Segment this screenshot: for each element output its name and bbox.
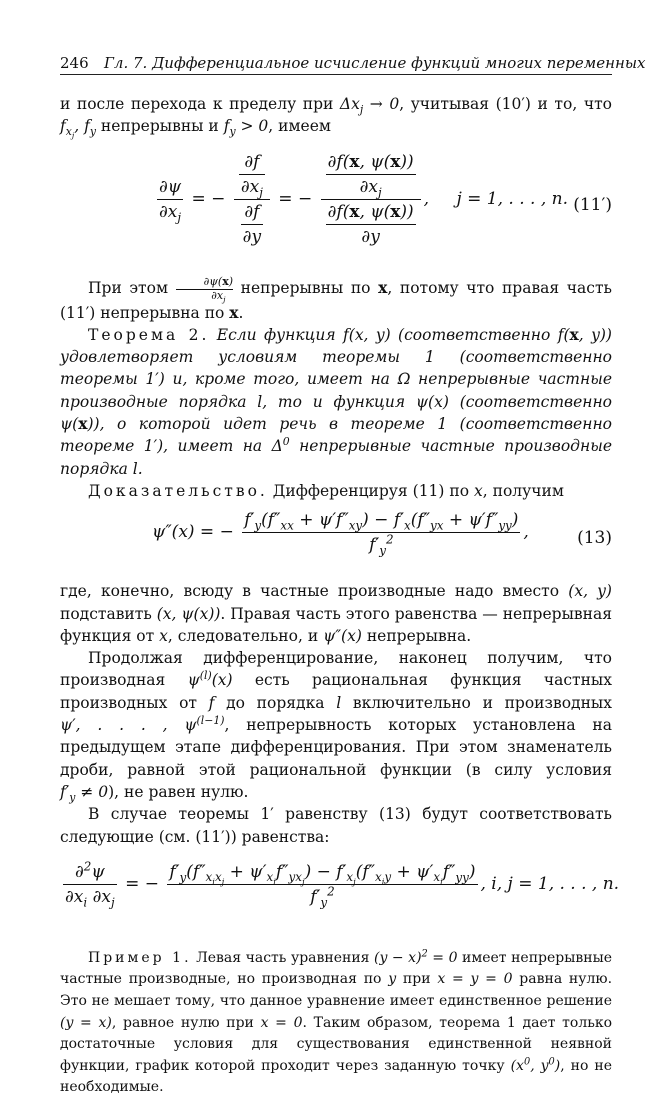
proof-intro: Доказательство. Дифференцируя (11) по x, получим [88,481,564,500]
book-page [60,52,646,1099]
paragraph-substitution: где, конечно, всюду в частные производные надо вместо (x, y) подставить (x, ψ(x)). Правая часть этого равенства — непрерывная функция от x, следовательно, и ψ″(x) непрерывна. [60,582,612,645]
running-header [60,52,646,75]
paragraph-limit: и после перехода к пределу при $\Delta x_j \to 0$, учитывая (10′) и то, что $f_{x_j}$, $f_y$ непрерывны и $f_y > 0$, имеем [60,95,612,141]
equation-ref: (11′) [60,303,96,322]
page-number: 246 [60,54,89,72]
equation-11-prime: $\frac{\partial\psi}{\partial x_j}$ = − $\frac{\frac{\partial f}{\partial x_j}}{\frac{\partial f}{\partial y}}$ = − $\frac{\frac{\partial f(x, \psi(x))}{\partial x_j}}{\frac{\partial f(x, \psi(x))}{\partial y}}$ , j = 1, . . . , n. (11′) [159,151,612,247]
equation-ref: (13) [379,805,411,824]
equation-second-derivatives: $\frac{\partial^2\psi}{\partial x_i \partial x_j}$ = − $\frac{f'_y(f''_{x_ix_j} + \psi'_{x_i}f''_{yx_j}) - f'_{x_j}(f''_{x_iy} + \psi'_{x_i}f''_{yy})}{f'_y^2}$ , i, j = 1, . . . , n. [65,859,620,910]
paragraph-continuity: При этом $\frac{\partial\psi(x)}{\partial x_j}$ непрерывны по x, потому что правая часть (11′) непрерывна по x. [60,274,612,322]
theorem-2: Теорема 2. Если функция f(x, y) (соответственно f(x, y)) удовлетворяет условиям теоремы 1 (соответственно теоремы 1′) и, кроме того, имеет на Ω непрерывные частные производные порядка l, то и функция ψ(x) (соответственно ψ(x)), о которой идет речь в теореме 1 (соответственно теореме 1′), имеет на $\Delta^0$ непрерывные частные производные порядка l. [60,324,612,478]
equation-number: (11′) [573,194,612,215]
example-1: Пример 1. Левая часть уравнения $(y - x)^2 = 0$ имеет непрерывные частные производные, но производная по y при x = y = 0 равна нулю. Это не мешает тому, что данное уравнение имеет единственное решение (y = x), равное нулю при x = 0. Таким образом, теорема 1 дает только достаточные условия для существования единственной неявной функции, график которой проходит через заданную точку ($x^0$, $y^0$), но не необходимые. [60,948,613,1096]
equation-ref: (11′) [195,827,231,846]
theorem-label: Теорема 2. [88,325,210,344]
equation-13: ψ″(x) = − $\frac{f'_y(f''_{xx} + \psi'f''_{xy}) - f'_x(f''_{yx} + \psi'f''_{yy})}{f'_y^2}$ , (13) [152,510,612,558]
equation-number: (13) [577,528,612,549]
equation-ref: (10′) [495,95,531,113]
running-title: Гл. 7. Дифференциальное исчисление функций многих переменных [104,54,646,72]
example-label: Пример 1. [88,949,192,966]
equation-ref: (11) [412,481,445,500]
proof-label: Доказательство. [88,481,268,500]
paragraph-theorem-1-prime: В случае теоремы 1′ равенству (13) будут соответствовать следующие (см. (11′)) равенства: [60,805,612,846]
paragraph-continuing: Продолжая дифференцирование, наконец получим, что производная $\psi^{(l)}(x)$ есть рациональная функция частных производных от f до порядка l включительно и производных ψ′, . . . , $\psi^{(l-1)}$, непрерывность которых установлена на предыдущем этапе дифференцирования. При этом знаменатель дроби, равной этой рациональной функции (в силу условия $f'_y \ne 0$), не равен нулю. [60,649,612,805]
